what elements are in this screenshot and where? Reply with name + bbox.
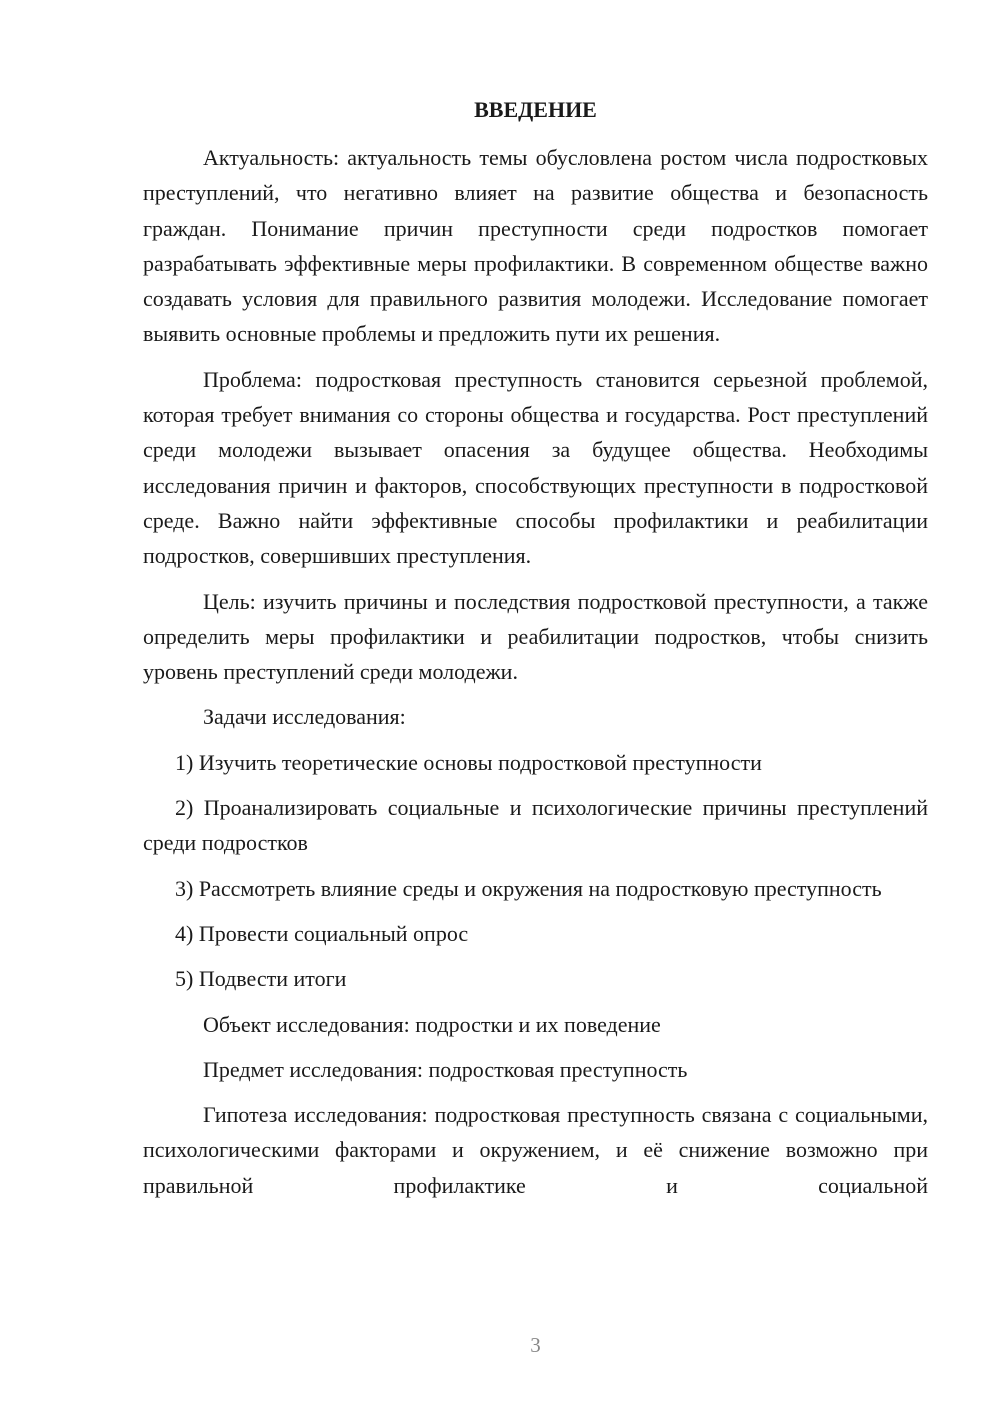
task-item-2: 2) Проанализировать социальные и психологические причины преступлений среди подростков xyxy=(143,795,928,856)
paragraph-tasks-title: Задачи исследования: xyxy=(203,704,406,730)
page-number: 3 xyxy=(530,1333,541,1357)
paragraph-hypothesis: Гипотеза исследования: подростковая преступность связана с социальными, психологическими факторами и окружением, и её снижение возможно при правильной профилактике и социальной xyxy=(143,1102,928,1198)
section-heading: ВВЕДЕНИЕ xyxy=(474,97,597,122)
paragraph-relevance: Актуальность: актуальность темы обусловлена ростом числа подростковых преступлений, что негативно влияет на развитие общества и безопасность граждан. Понимание причин преступности среди подростков помогает разрабатывать эффективные меры профилактики. В современном обществе важно создавать условия для правильного развития молодежи. Исследование помогает выявить основные проблемы и предложить пути их решения. xyxy=(143,145,928,347)
paragraph-goal: Цель: изучить причины и последствия подростковой преступности, а также определить меры профилактики и реабилитации подростков, чтобы снизить уровень преступлений среди молодежи. xyxy=(143,588,928,685)
paragraph-problem: Проблема: подростковая преступность становится серьезной проблемой, которая требует внимания со стороны общества и государства. Рост преступлений среди молодежи вызывает опасения за будущее общества. Необходимы исследования причин и факторов, способствующих преступности в подростковой среде. Важно найти эффективные способы профилактики и реабилитации подростков, совершивших преступления. xyxy=(143,366,928,569)
task-item-1: 1) Изучить теоретические основы подростковой преступности xyxy=(175,749,762,775)
task-item-5: 5) Подвести итоги xyxy=(175,966,347,992)
document-page xyxy=(143,92,928,1213)
paragraph-object: Объект исследования: подростки и их поведение xyxy=(203,1011,661,1037)
task-item-4: 4) Провести социальный опрос xyxy=(175,920,469,946)
paragraph-subject: Предмет исследования: подростковая преступность xyxy=(203,1056,688,1082)
task-item-3: 3) Рассмотреть влияние среды и окружения на подростковую преступность xyxy=(175,875,882,901)
